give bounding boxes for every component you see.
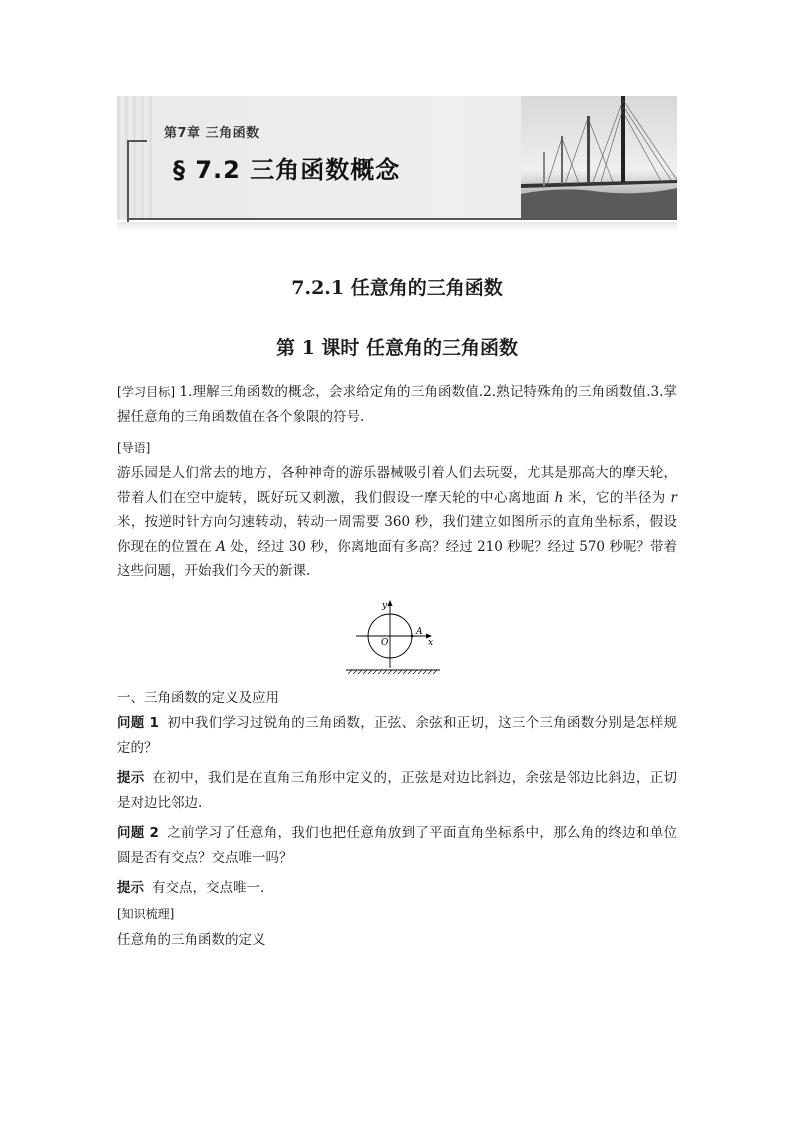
question-1-label: 问题 1 xyxy=(117,715,159,731)
ground-hatch xyxy=(348,670,437,674)
bridge-photo xyxy=(521,96,677,220)
hint-1-label: 提示 xyxy=(117,770,145,786)
objectives-text: 1.理解三角函数的概念，会求给定角的三角函数值.2.熟记特殊角的三角函数值.3.掌握任意角的三角函数值在各个象限的符号. xyxy=(117,384,678,425)
hint-1 xyxy=(117,766,677,815)
knowledge-label-line xyxy=(117,902,677,927)
y-axis-arrow xyxy=(388,600,393,606)
objectives-label: [学习目标] xyxy=(117,385,176,399)
ferris-wheel-diagram xyxy=(340,598,450,678)
point-a-label: A xyxy=(416,627,423,637)
learning-objectives xyxy=(117,380,677,429)
question-2-text: 之前学习了任意角，我们也把任意角放到了平面直角坐标系中，那么角的终边和单位圆是否有交点？交点唯一吗？ xyxy=(117,825,678,866)
intro-text-a: 游乐园是人们常去的地方，各种神奇的游乐器械吸引着人们去玩耍，尤其是那高大的摩天轮，带着人们在空中旋转，既好玩又刺激，我们假设一摩天轮的中心离地面 xyxy=(117,465,677,506)
knowledge-item-text: 任意角的三角函数的定义 xyxy=(117,932,266,948)
banner-rule xyxy=(127,218,677,220)
subsection-title: 7.2.1 任意角的三角函数 xyxy=(291,277,503,299)
hint-2-text: 有交点，交点唯一. xyxy=(152,880,265,896)
var-a: A xyxy=(216,538,226,555)
y-axis-label: y xyxy=(382,601,388,611)
question-2 xyxy=(117,821,677,870)
point-a-marker xyxy=(411,635,414,638)
hint-1-text: 在初中，我们是在直角三角形中定义的，正弦是对边比斜边，余弦是邻边比斜边，正切是对边比邻边. xyxy=(117,770,678,811)
knowledge-label: [知识梳理] xyxy=(117,907,175,921)
intro-label: [导语] xyxy=(117,441,151,455)
banner-bracket xyxy=(127,140,147,222)
question-1 xyxy=(117,711,677,760)
intro-text-d: 处，经过 30 秒，你离地面有多高？经过 210 秒呢？经过 570 秒呢？带着这些问题，开始我们今天的新课. xyxy=(117,538,677,579)
intro-label-line xyxy=(117,436,677,461)
question-2-label: 问题 2 xyxy=(117,825,159,841)
intro-text-c: 米，按逆时针方向匀速转动，转动一周需要 360 秒，我们建立如图所示的直角坐标系，假设你现在的位置在 xyxy=(117,514,677,555)
hint-2-label: 提示 xyxy=(117,880,144,896)
intro-paragraph xyxy=(117,461,677,584)
hint-2 xyxy=(117,876,677,901)
chapter-banner xyxy=(117,96,677,220)
knowledge-item xyxy=(117,928,677,953)
section-title: § 7.2 三角函数概念 xyxy=(173,156,401,184)
lesson-title: 第 1 课时 任意角的三角函数 xyxy=(275,337,519,359)
section-heading-text: 一、三角函数的定义及应用 xyxy=(117,690,279,706)
x-axis-label: x xyxy=(428,638,434,648)
origin-label: O xyxy=(381,638,389,648)
var-h: h xyxy=(554,489,564,506)
var-r: r xyxy=(670,489,677,506)
intro-text-b: 米，它的半径为 xyxy=(563,489,671,506)
question-1-text: 初中我们学习过锐角的三角函数，正弦、余弦和正切，这三个三角函数分别是怎样规定的？ xyxy=(117,715,678,756)
chapter-label: 第7章 三角函数 xyxy=(164,126,260,141)
banner-shadow xyxy=(117,222,677,232)
section-heading xyxy=(117,686,677,711)
